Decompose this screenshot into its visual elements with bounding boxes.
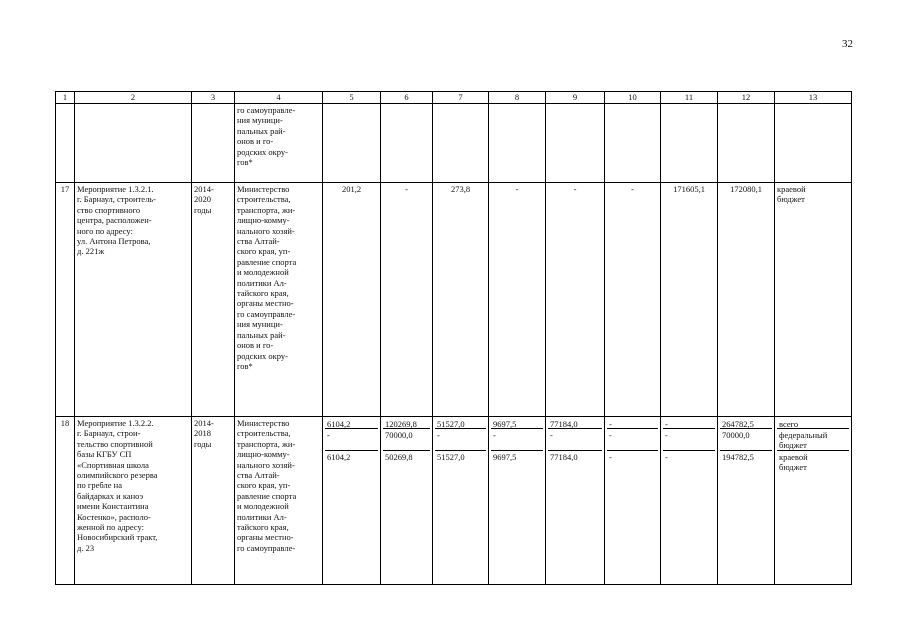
table-row — [56, 183, 852, 417]
header-cell: 6 — [381, 92, 433, 104]
header-cell: 9 — [546, 92, 605, 104]
activity-line: базы КГБУ СП — [77, 449, 132, 460]
activity-line: «Спортивная школа — [77, 459, 149, 470]
executor-cell — [235, 417, 323, 585]
header-cell: 4 — [235, 92, 323, 104]
period-line: 2014- — [194, 184, 214, 194]
header-cell: 5 — [323, 92, 381, 104]
funding-line: бюджет — [777, 194, 805, 205]
executor-line: пальных рай- — [237, 329, 286, 340]
row-number: 17 — [56, 183, 75, 417]
value-all: 264782,5 — [720, 418, 772, 429]
funding-line: бюджет — [779, 462, 807, 473]
executor-line: ния муници- — [237, 115, 283, 126]
executor-line: родских окру- — [237, 350, 289, 361]
program-table — [55, 91, 852, 585]
activity-line: байдарках и каноэ — [77, 490, 144, 501]
value-2018 — [546, 417, 605, 585]
header-cell: 12 — [718, 92, 775, 104]
executor-line: ства Алтай- — [237, 236, 280, 247]
period-line: 2018 — [194, 428, 211, 439]
value-federal: - — [491, 429, 543, 451]
executor-line: нального хозяй- — [237, 459, 295, 470]
executor-line: Министерство — [237, 418, 290, 428]
activity-line: тельство спортивной — [77, 438, 153, 449]
executor-line: равление спорта — [237, 490, 297, 501]
funding-line: краевой — [777, 184, 806, 194]
funding-source — [775, 417, 852, 585]
value-federal: - — [325, 429, 378, 451]
value-all: 6104,2 — [325, 418, 378, 429]
page-number: 32 — [842, 38, 853, 50]
executor-line: органы местно- — [237, 532, 294, 543]
value-all: 9697,5 — [491, 418, 543, 429]
header-cell: 2 — [75, 92, 192, 104]
executor-cell — [235, 104, 323, 183]
value-2017: - — [489, 183, 546, 417]
executor-line: го самоуправле- — [237, 105, 296, 115]
period-line: годы — [194, 204, 212, 215]
activity-line: Мероприятие 1.3.2.2. — [77, 418, 154, 428]
value-federal: 70000,0 — [720, 429, 772, 451]
value-2015 — [381, 417, 433, 585]
activity-line: Костенко», располо- — [77, 511, 151, 522]
header-cell: 7 — [433, 92, 489, 104]
executor-line: и молодежной — [237, 501, 289, 512]
activity-line: имени Константина — [77, 501, 149, 512]
value-all: 120269,8 — [383, 418, 430, 429]
funding-line: бюджет — [779, 440, 807, 451]
funding-regional — [777, 451, 849, 473]
period-cell — [192, 183, 235, 417]
value-federal: - — [663, 429, 715, 451]
activity-line: Новосибирский тракт, — [77, 532, 158, 543]
header-cell: 10 — [605, 92, 661, 104]
activity-line: д. 221ж — [77, 246, 105, 257]
value-regional: - — [609, 452, 612, 462]
executor-line: нального хозяй- — [237, 225, 295, 236]
activity-line: г. Барнаул, строи- — [77, 428, 141, 439]
executor-line: строительства, — [237, 194, 291, 205]
executor-line: строительства, — [237, 428, 291, 439]
header-cell: 13 — [775, 92, 852, 104]
value-federal: - — [435, 429, 486, 451]
header-row — [56, 92, 852, 104]
value-total: 172080,1 — [718, 183, 775, 417]
activity-line: по гребле на — [77, 480, 123, 491]
executor-line: онов и го- — [237, 136, 274, 147]
executor-line: ского края, уп- — [237, 246, 291, 257]
funding-all: всего — [777, 418, 849, 429]
period-line: 2020 — [194, 194, 211, 205]
executor-line: и молодежной — [237, 267, 289, 278]
executor-line: равление спорта — [237, 256, 297, 267]
value-federal: - — [607, 429, 658, 451]
executor-line: лищно-комму- — [237, 449, 290, 460]
continuation-row — [56, 104, 852, 183]
value-2019 — [605, 417, 661, 585]
value-total — [718, 417, 775, 585]
activity-line: ул. Антона Петрова, — [77, 236, 151, 247]
value-2019: - — [605, 183, 661, 417]
activity-line: ство спортивного — [77, 204, 141, 215]
value-2014: 201,2 — [323, 183, 381, 417]
executor-line: ского края, уп- — [237, 480, 291, 491]
executor-line: гов* — [237, 157, 253, 168]
activity-cell — [75, 417, 192, 585]
value-federal: - — [548, 429, 602, 451]
activity-cell — [75, 183, 192, 417]
header-cell: 11 — [661, 92, 718, 104]
executor-line: тайского края, — [237, 522, 289, 533]
executor-line: Министерство — [237, 184, 290, 194]
value-2014 — [323, 417, 381, 585]
header-cell: 1 — [56, 92, 75, 104]
executor-line: родских окру- — [237, 146, 289, 157]
executor-line: го самоуправле- — [237, 308, 296, 319]
funding-line: краевой — [779, 452, 808, 462]
activity-line: ного по адресу: — [77, 225, 133, 236]
value-regional: 6104,2 — [327, 452, 351, 462]
value-2016 — [433, 417, 489, 585]
value-all: 51527,0 — [435, 418, 486, 429]
executor-line: ния муници- — [237, 319, 283, 330]
value-regional: 194782,5 — [722, 452, 754, 462]
executor-line: гов* — [237, 360, 253, 371]
value-2018: - — [546, 183, 605, 417]
funding-source — [775, 183, 852, 417]
executor-line: лищно-комму- — [237, 215, 290, 226]
value-2016: 273,8 — [433, 183, 489, 417]
executor-line: го самоуправле- — [237, 542, 296, 553]
value-regional: 9697,5 — [493, 452, 517, 462]
value-regional: 77184,0 — [550, 452, 578, 462]
value-regional: - — [665, 452, 668, 462]
value-federal: 70000,0 — [383, 429, 430, 451]
value-all: - — [663, 418, 715, 429]
table-row — [56, 417, 852, 585]
period-line: годы — [194, 438, 212, 449]
funding-line: федеральный — [779, 430, 828, 440]
value-2015: - — [381, 183, 433, 417]
activity-line: д. 23 — [77, 542, 95, 553]
activity-line: женной по адресу: — [77, 522, 144, 533]
executor-line: тайского края, — [237, 288, 289, 299]
executor-line: ства Алтай- — [237, 470, 280, 481]
funding-federal — [777, 429, 849, 451]
executor-line: пальных рай- — [237, 125, 286, 136]
executor-line: органы местно- — [237, 298, 294, 309]
value-2020: 171605,1 — [661, 183, 718, 417]
value-regional: 51527,0 — [437, 452, 465, 462]
activity-line: г. Барнаул, строитель- — [77, 194, 157, 205]
executor-line: онов и го- — [237, 340, 274, 351]
activity-line: Мероприятие 1.3.2.1. — [77, 184, 154, 194]
executor-line: политики Ал- — [237, 511, 287, 522]
executor-line: транспорта, жи- — [237, 438, 296, 449]
row-number: 18 — [56, 417, 75, 585]
value-all: 77184,0 — [548, 418, 602, 429]
value-2017 — [489, 417, 546, 585]
activity-line: центра, расположен- — [77, 215, 152, 226]
value-all: - — [607, 418, 658, 429]
period-line: 2014- — [194, 418, 214, 428]
executor-cell — [235, 183, 323, 417]
activity-line: олимпийского резерва — [77, 470, 158, 481]
header-cell: 3 — [192, 92, 235, 104]
period-cell — [192, 417, 235, 585]
value-regional: 50269,8 — [385, 452, 413, 462]
executor-line: политики Ал- — [237, 277, 287, 288]
value-2020 — [661, 417, 718, 585]
header-cell: 8 — [489, 92, 546, 104]
executor-line: транспорта, жи- — [237, 204, 296, 215]
